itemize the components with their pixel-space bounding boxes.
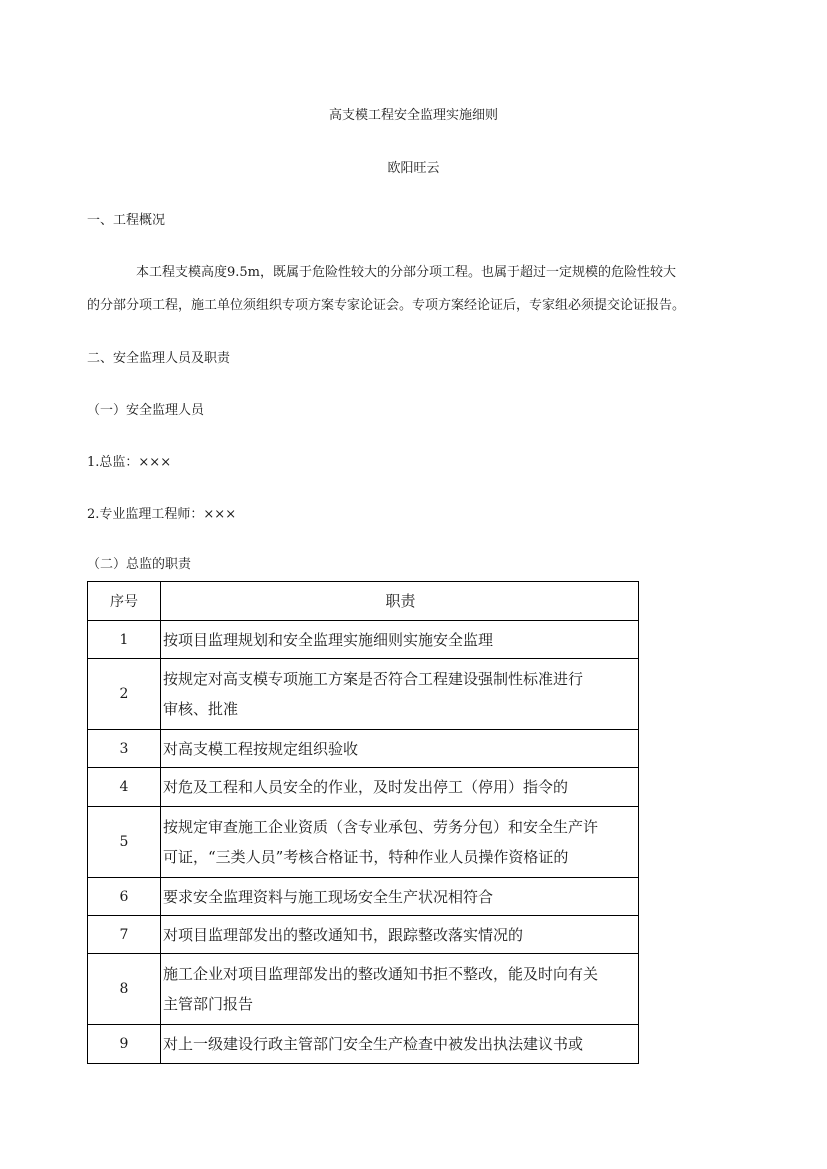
duty-line: 施工企业对项目监理部发出的整改通知书拒不整改，能及时向有关	[163, 965, 599, 983]
duties-table	[87, 581, 639, 1064]
duty-line: 按项目监理规划和安全监理实施细则实施安全监理	[163, 630, 494, 649]
table-row	[88, 730, 639, 768]
section-2-heading: 二、安全监理人员及职责	[87, 351, 231, 366]
specialist-engineer-item: 2.专业监理工程师：×××	[87, 507, 237, 522]
row-number: 6	[88, 878, 161, 916]
chief-supervisor-item: 1.总监：×××	[87, 455, 172, 470]
table-header-row	[88, 582, 639, 621]
row-number: 4	[88, 768, 161, 807]
duty-line: 审核、批准	[163, 700, 239, 718]
row-number: 8	[88, 954, 161, 1025]
table-row	[88, 878, 639, 916]
subsection-1-heading: （一）安全监理人员	[87, 403, 205, 418]
row-duty	[161, 878, 639, 916]
duty-line: 对高支模工程按规定组织验收	[163, 739, 359, 758]
row-duty	[161, 659, 639, 730]
row-number: 2	[88, 659, 161, 730]
row-number: 3	[88, 730, 161, 768]
page-title: 高支模工程安全监理实施细则	[328, 108, 498, 123]
section-1-paragraph-line-2: 的分部分项工程，施工单位须组织专项方案专家论证会。专项方案经论证后，专家组必须提交论证报告。	[87, 298, 686, 313]
row-duty	[161, 1025, 639, 1064]
row-number: 7	[88, 916, 161, 954]
duty-line: 按规定对高支模专项施工方案是否符合工程建设强制性标准进行	[163, 670, 584, 688]
author: 欧阳旺云	[387, 161, 440, 176]
duty-line: 对上一级建设行政主管部门安全生产检查中被发出执法建议书或	[163, 1035, 584, 1053]
row-number: 5	[88, 807, 161, 878]
row-duty	[161, 730, 639, 768]
duty-line: 主管部门报告	[163, 995, 254, 1013]
table-row	[88, 916, 639, 954]
row-duty	[161, 621, 639, 659]
row-duty	[161, 954, 639, 1025]
duty-line: 可证，“三类人员”考核合格证书，特种作业人员操作资格证的	[163, 848, 569, 866]
table-row	[88, 621, 639, 659]
table-row	[88, 1025, 639, 1064]
row-number: 1	[88, 621, 161, 659]
duty-line: 按规定审查施工企业资质（含专业承包、劳务分包）和安全生产许	[163, 818, 599, 836]
subsection-2-heading: （二）总监的职责	[87, 557, 192, 572]
duty-line: 要求安全监理资料与施工现场安全生产状况相符合	[163, 887, 494, 906]
table-row	[88, 768, 639, 807]
row-duty	[161, 768, 639, 807]
table-row	[88, 954, 639, 1025]
duty-line: 对危及工程和人员安全的作业，及时发出停工（停用）指令的	[163, 778, 569, 796]
header-duty: 职责	[161, 582, 639, 621]
table-row	[88, 659, 639, 730]
section-1-heading: 一、工程概况	[87, 213, 166, 228]
section-1-paragraph-line-1: 本工程支模高度9.5m，既属于危险性较大的分部分项工程。也属于超过一定规模的危险性较大	[136, 265, 677, 280]
row-duty	[161, 916, 639, 954]
duty-line: 对项目监理部发出的整改通知书，跟踪整改落实情况的	[163, 925, 524, 944]
row-duty	[161, 807, 639, 878]
table-row	[88, 807, 639, 878]
header-number: 序号	[88, 582, 161, 621]
row-number: 9	[88, 1025, 161, 1064]
